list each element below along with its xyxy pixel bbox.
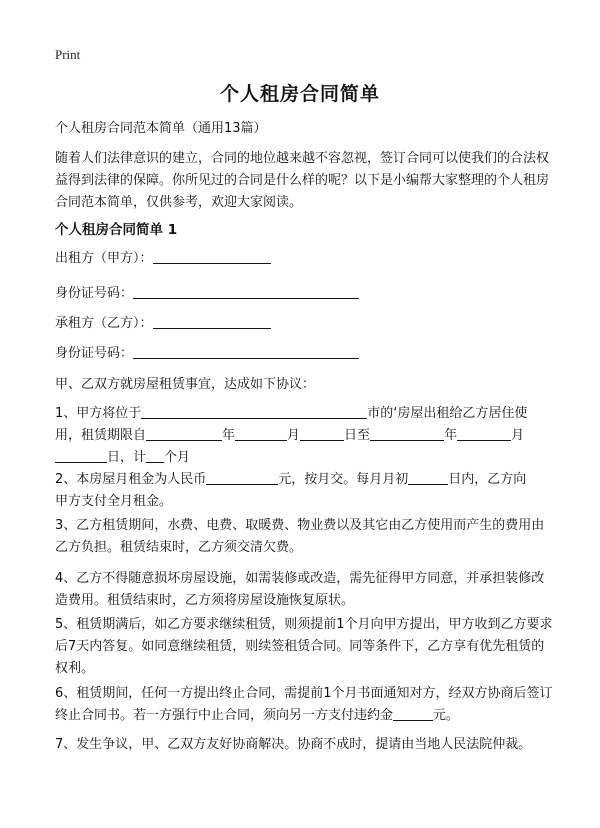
penalty-blank[interactable] (393, 706, 433, 721)
clause-1-text-g: 年 (444, 428, 458, 443)
clause-1-text-f: 日至 (344, 428, 371, 443)
id2-field (55, 343, 553, 365)
clause-1-text-j: 个月 (164, 450, 191, 465)
id1-label: 身份证号码： (55, 286, 134, 301)
start-year-blank[interactable] (146, 426, 222, 441)
lessee-field (55, 313, 553, 335)
subtitle: 个人租房合同范本简单（通用13篇） (55, 121, 267, 136)
clause-4: 4、乙方不得随意损坏房屋设施，如需装修或改造，需先征得甲方同意，并承担装修改造费用。租赁结束时，乙方须将房屋设施恢复原状。 (55, 571, 545, 608)
clause-2-text-a: 2、本房屋月租金为人民币 (55, 472, 207, 487)
clause-1-text-h: 月 (511, 428, 525, 443)
clause-6-text-b: 元。 (433, 708, 460, 723)
id1-blank[interactable] (133, 284, 359, 299)
clause-1-text-a: 1、甲方将位于 (55, 406, 142, 421)
id2-label: 身份证号码： (55, 346, 134, 361)
end-day-blank[interactable] (55, 448, 107, 463)
intro-paragraph: 随着人们法律意识的建立，合同的地位越来越不容忽视，签订合同可以使我们的合法权益得到法律的保障。你所见过的合同是什么样的呢？以下是小编帮大家整理的个人租房合同范本简单，仅供参考，欢迎大家阅读。 (55, 151, 550, 210)
lessee-blank[interactable] (153, 314, 271, 329)
clause-1-text-b: 市的‘房屋出租给乙方居住使 (367, 406, 528, 421)
agreement-line: 甲、乙双方就房屋租赁事宜，达成如下协议： (55, 377, 316, 392)
page-title: 个人租房合同简单 (219, 83, 380, 105)
end-month-blank[interactable] (457, 426, 511, 441)
clause-2-text-c: 日内，乙方向 (448, 472, 527, 487)
lessor-field (55, 248, 553, 270)
clause-2-text-b: 元，按月交。每月月初 (278, 472, 409, 487)
clause-1-text-d: 年 (222, 428, 236, 443)
start-day-blank[interactable] (300, 426, 344, 441)
location-blank[interactable] (141, 404, 367, 419)
clause-1-text-i: 日，计 (107, 450, 147, 465)
id2-blank[interactable] (133, 344, 359, 359)
clause-6-text-a: 6、租赁期间，任何一方提出终止合同，需提前1个月书面通知对方，经双方协商后签订终止合同书。若一方强行中止合同，须向另一方支付违约金 (55, 686, 553, 723)
clause-1-text-c: 用，租赁期限自 (55, 428, 147, 443)
lessee-label: 承租方（乙方）： (55, 316, 153, 331)
start-month-blank[interactable] (235, 426, 287, 441)
clause-7: 7、发生争议，甲、乙双方友好协商解决。协商不成时，提请由当地人民法院仲裁。 (55, 737, 532, 752)
pay-days-blank[interactable] (408, 470, 448, 485)
clause-1 (55, 403, 553, 469)
clause-5: 5、租赁期满后，如乙方要求继续租赁，则须提前1个月向甲方提出，甲方收到乙方要求后7天内答复。如同意继续租赁，则续签租赁合同。同等条件下，乙方享有优先租赁的权利。 (55, 617, 553, 676)
clause-1-text-e: 月 (287, 428, 301, 443)
clause-2 (55, 469, 553, 513)
clause-2-text-d: 甲方支付全月租金。 (55, 494, 173, 509)
print-link[interactable]: Print (55, 47, 81, 62)
section-heading: 个人租房合同简单 1 (55, 222, 178, 238)
rent-amount-blank[interactable] (206, 470, 278, 485)
clause-3: 3、乙方租赁期间，水费、电费、取暖费、物业费以及其它由乙方使用而产生的费用由乙方负担。租赁结束时，乙方须交清欠费。 (55, 518, 545, 555)
id1-field (55, 283, 553, 305)
clause-6 (55, 683, 553, 727)
months-blank[interactable] (146, 448, 164, 463)
end-year-blank[interactable] (370, 426, 444, 441)
lessor-blank[interactable] (153, 249, 271, 264)
lessor-label: 出租方（甲方）： (55, 251, 153, 266)
